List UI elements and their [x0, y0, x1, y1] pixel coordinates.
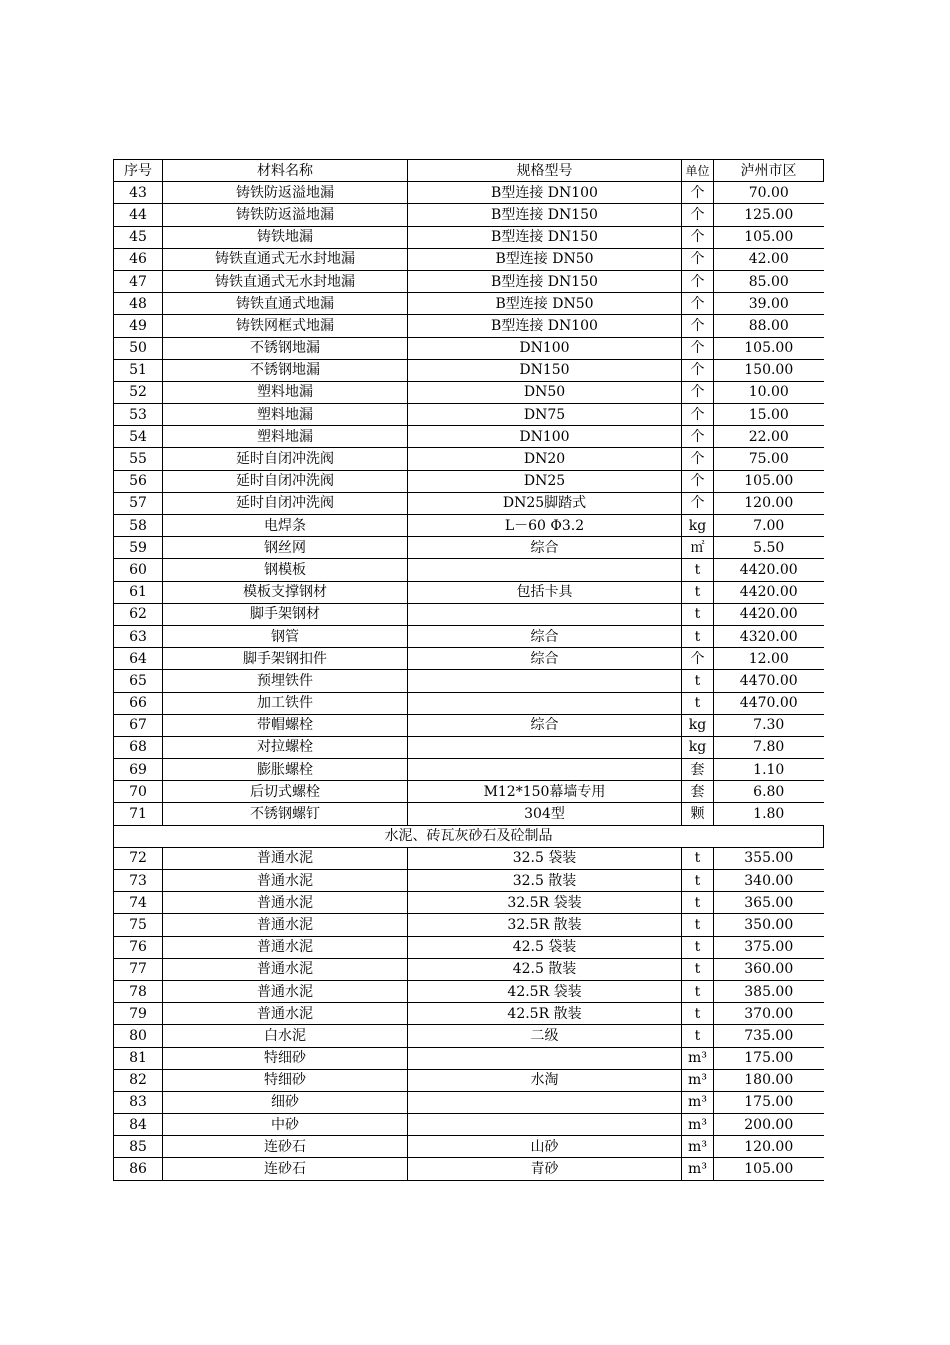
cell-unit: 个: [682, 448, 714, 470]
cell-name: 普通水泥: [163, 914, 408, 936]
cell-spec: 水淘: [408, 1069, 682, 1091]
table-row: [114, 1158, 824, 1180]
cell-unit: kg: [682, 515, 714, 537]
table-row: [114, 1114, 824, 1136]
header-unit: 单位: [682, 160, 714, 182]
table-row: [114, 714, 824, 736]
cell-name: 铸铁直通式无水封地漏: [163, 248, 408, 270]
cell-no: 80: [114, 1025, 163, 1047]
cell-price: 175.00: [714, 1047, 824, 1069]
table-row: [114, 603, 824, 625]
cell-no: 58: [114, 515, 163, 537]
table-body-b: [114, 847, 824, 1180]
cell-no: 44: [114, 204, 163, 226]
table-row: [114, 958, 824, 980]
cell-spec: 青砂: [408, 1158, 682, 1180]
cell-price: 735.00: [714, 1025, 824, 1047]
cell-unit: 个: [682, 648, 714, 670]
cell-no: 56: [114, 470, 163, 492]
cell-unit: t: [682, 1003, 714, 1025]
cell-price: 105.00: [714, 226, 824, 248]
cell-name: 普通水泥: [163, 958, 408, 980]
cell-spec: 综合: [408, 625, 682, 647]
cell-name: 模板支撑钢材: [163, 581, 408, 603]
cell-unit: t: [682, 870, 714, 892]
cell-unit: t: [682, 670, 714, 692]
cell-spec: 32.5 散装: [408, 870, 682, 892]
table-row: [114, 1091, 824, 1113]
cell-price: 4470.00: [714, 692, 824, 714]
cell-price: 7.30: [714, 714, 824, 736]
cell-name: 不锈钢地漏: [163, 337, 408, 359]
table-row: [114, 1069, 824, 1091]
cell-no: 65: [114, 670, 163, 692]
cell-spec: B型连接 DN50: [408, 248, 682, 270]
cell-no: 48: [114, 293, 163, 315]
cell-name: 铸铁防返溢地漏: [163, 182, 408, 204]
cell-no: 67: [114, 714, 163, 736]
cell-name: 延时自闭冲洗阀: [163, 470, 408, 492]
cell-unit: t: [682, 980, 714, 1002]
cell-price: 120.00: [714, 1136, 824, 1158]
cell-no: 70: [114, 781, 163, 803]
cell-unit: m³: [682, 1158, 714, 1180]
cell-no: 75: [114, 914, 163, 936]
cell-no: 47: [114, 270, 163, 292]
cell-no: 82: [114, 1069, 163, 1091]
cell-no: 86: [114, 1158, 163, 1180]
cell-name: 塑料地漏: [163, 404, 408, 426]
header-row: [114, 160, 824, 182]
table-row: [114, 1025, 824, 1047]
table-row: [114, 914, 824, 936]
header-price: 泸州市区: [714, 160, 824, 182]
cell-no: 68: [114, 736, 163, 758]
cell-unit: 个: [682, 337, 714, 359]
table-row: [114, 293, 824, 315]
cell-unit: ㎡: [682, 537, 714, 559]
cell-spec: 山砂: [408, 1136, 682, 1158]
cell-price: 22.00: [714, 426, 824, 448]
cell-spec: 32.5R 袋装: [408, 892, 682, 914]
cell-name: 不锈钢地漏: [163, 359, 408, 381]
cell-spec: DN150: [408, 359, 682, 381]
cell-spec: [408, 603, 682, 625]
table-row: [114, 537, 824, 559]
cell-price: 6.80: [714, 781, 824, 803]
cell-spec: DN50: [408, 381, 682, 403]
cell-name: 加工铁件: [163, 692, 408, 714]
cell-name: 普通水泥: [163, 980, 408, 1002]
cell-name: 细砂: [163, 1091, 408, 1113]
table-row: [114, 248, 824, 270]
cell-price: 7.80: [714, 736, 824, 758]
cell-price: 1.80: [714, 803, 824, 825]
cell-no: 78: [114, 980, 163, 1002]
cell-no: 77: [114, 958, 163, 980]
cell-spec: 42.5R 袋装: [408, 980, 682, 1002]
cell-unit: m³: [682, 1069, 714, 1091]
cell-spec: DN25: [408, 470, 682, 492]
table-row: [114, 892, 824, 914]
cell-no: 76: [114, 936, 163, 958]
cell-no: 55: [114, 448, 163, 470]
table-row: [114, 670, 824, 692]
cell-price: 375.00: [714, 936, 824, 958]
cell-name: 钢丝网: [163, 537, 408, 559]
table-row: [114, 359, 824, 381]
table-row: [114, 692, 824, 714]
cell-no: 54: [114, 426, 163, 448]
cell-name: 带帽螺栓: [163, 714, 408, 736]
cell-no: 85: [114, 1136, 163, 1158]
cell-spec: 304型: [408, 803, 682, 825]
cell-unit: 个: [682, 404, 714, 426]
cell-unit: 个: [682, 248, 714, 270]
cell-no: 81: [114, 1047, 163, 1069]
cell-name: 特细砂: [163, 1047, 408, 1069]
cell-price: 180.00: [714, 1069, 824, 1091]
section-title: 水泥、砖瓦灰砂石及砼制品: [114, 825, 824, 847]
cell-spec: [408, 759, 682, 781]
cell-no: 72: [114, 847, 163, 869]
section-row: [114, 825, 824, 847]
cell-price: 4420.00: [714, 603, 824, 625]
cell-unit: t: [682, 559, 714, 581]
cell-price: 5.50: [714, 537, 824, 559]
cell-spec: 综合: [408, 648, 682, 670]
price-table: [113, 159, 824, 1181]
table-row: [114, 803, 824, 825]
cell-spec: B型连接 DN100: [408, 315, 682, 337]
cell-spec: B型连接 DN150: [408, 270, 682, 292]
table-row: [114, 936, 824, 958]
cell-name: 不锈钢螺钉: [163, 803, 408, 825]
cell-no: 62: [114, 603, 163, 625]
cell-name: 脚手架钢扣件: [163, 648, 408, 670]
cell-no: 57: [114, 492, 163, 514]
cell-spec: 综合: [408, 537, 682, 559]
table-row: [114, 381, 824, 403]
table-row: [114, 448, 824, 470]
cell-price: 370.00: [714, 1003, 824, 1025]
cell-price: 88.00: [714, 315, 824, 337]
cell-name: 白水泥: [163, 1025, 408, 1047]
cell-name: 铸铁直通式地漏: [163, 293, 408, 315]
table-row: [114, 492, 824, 514]
cell-unit: 个: [682, 204, 714, 226]
cell-price: 350.00: [714, 914, 824, 936]
cell-spec: 32.5R 散装: [408, 914, 682, 936]
cell-no: 74: [114, 892, 163, 914]
cell-name: 特细砂: [163, 1069, 408, 1091]
cell-spec: 综合: [408, 714, 682, 736]
cell-no: 64: [114, 648, 163, 670]
cell-price: 105.00: [714, 337, 824, 359]
table-row: [114, 781, 824, 803]
cell-price: 125.00: [714, 204, 824, 226]
cell-price: 105.00: [714, 470, 824, 492]
cell-price: 7.00: [714, 515, 824, 537]
table-row: [114, 1047, 824, 1069]
table-row: [114, 759, 824, 781]
cell-unit: 个: [682, 426, 714, 448]
cell-name: 铸铁直通式无水封地漏: [163, 270, 408, 292]
table-row: [114, 426, 824, 448]
cell-spec: 42.5 散装: [408, 958, 682, 980]
cell-unit: kg: [682, 736, 714, 758]
cell-spec: 42.5R 散装: [408, 1003, 682, 1025]
cell-name: 塑料地漏: [163, 381, 408, 403]
table-row: [114, 870, 824, 892]
cell-unit: 个: [682, 182, 714, 204]
cell-spec: DN100: [408, 426, 682, 448]
cell-spec: [408, 1114, 682, 1136]
header-no: 序号: [114, 160, 163, 182]
cell-name: 塑料地漏: [163, 426, 408, 448]
cell-unit: m³: [682, 1047, 714, 1069]
section-body: [114, 825, 824, 847]
cell-name: 普通水泥: [163, 870, 408, 892]
cell-no: 63: [114, 625, 163, 647]
cell-spec: 32.5 袋装: [408, 847, 682, 869]
cell-no: 84: [114, 1114, 163, 1136]
table-row: [114, 470, 824, 492]
cell-spec: B型连接 DN50: [408, 293, 682, 315]
cell-unit: 个: [682, 381, 714, 403]
cell-unit: m³: [682, 1091, 714, 1113]
cell-price: 70.00: [714, 182, 824, 204]
cell-no: 71: [114, 803, 163, 825]
cell-price: 1.10: [714, 759, 824, 781]
cell-price: 75.00: [714, 448, 824, 470]
cell-no: 79: [114, 1003, 163, 1025]
cell-name: 电焊条: [163, 515, 408, 537]
cell-no: 50: [114, 337, 163, 359]
table-row: [114, 515, 824, 537]
table-row: [114, 226, 824, 248]
cell-spec: [408, 1091, 682, 1113]
cell-unit: t: [682, 1025, 714, 1047]
cell-name: 普通水泥: [163, 936, 408, 958]
cell-name: 脚手架钢材: [163, 603, 408, 625]
cell-name: 连砂石: [163, 1158, 408, 1180]
cell-name: 延时自闭冲洗阀: [163, 448, 408, 470]
cell-price: 365.00: [714, 892, 824, 914]
table-row: [114, 980, 824, 1002]
cell-spec: B型连接 DN150: [408, 204, 682, 226]
cell-unit: 个: [682, 315, 714, 337]
cell-no: 45: [114, 226, 163, 248]
cell-spec: B型连接 DN100: [408, 182, 682, 204]
cell-no: 73: [114, 870, 163, 892]
table-row: [114, 270, 824, 292]
cell-price: 12.00: [714, 648, 824, 670]
cell-name: 铸铁网框式地漏: [163, 315, 408, 337]
cell-no: 53: [114, 404, 163, 426]
cell-spec: M12*150幕墙专用: [408, 781, 682, 803]
cell-spec: 42.5 袋装: [408, 936, 682, 958]
cell-unit: 个: [682, 293, 714, 315]
table-row: [114, 847, 824, 869]
cell-no: 66: [114, 692, 163, 714]
table-row: [114, 736, 824, 758]
cell-unit: t: [682, 914, 714, 936]
header-name: 材料名称: [163, 160, 408, 182]
cell-price: 120.00: [714, 492, 824, 514]
table-body-a: [114, 182, 824, 825]
cell-spec: 包括卡具: [408, 581, 682, 603]
cell-price: 39.00: [714, 293, 824, 315]
cell-no: 46: [114, 248, 163, 270]
cell-spec: [408, 1047, 682, 1069]
cell-unit: t: [682, 603, 714, 625]
cell-name: 普通水泥: [163, 847, 408, 869]
cell-price: 340.00: [714, 870, 824, 892]
cell-price: 15.00: [714, 404, 824, 426]
cell-unit: 个: [682, 492, 714, 514]
cell-unit: 个: [682, 470, 714, 492]
cell-spec: [408, 670, 682, 692]
cell-name: 连砂石: [163, 1136, 408, 1158]
cell-no: 83: [114, 1091, 163, 1113]
cell-price: 4320.00: [714, 625, 824, 647]
cell-spec: DN75: [408, 404, 682, 426]
cell-spec: L－60 Φ3.2: [408, 515, 682, 537]
table-row: [114, 204, 824, 226]
cell-no: 69: [114, 759, 163, 781]
cell-no: 49: [114, 315, 163, 337]
table-row: [114, 581, 824, 603]
cell-unit: t: [682, 847, 714, 869]
cell-spec: B型连接 DN150: [408, 226, 682, 248]
cell-spec: [408, 736, 682, 758]
cell-price: 360.00: [714, 958, 824, 980]
cell-unit: 个: [682, 359, 714, 381]
cell-price: 4420.00: [714, 581, 824, 603]
cell-no: 59: [114, 537, 163, 559]
cell-price: 4420.00: [714, 559, 824, 581]
table-row: [114, 182, 824, 204]
cell-name: 普通水泥: [163, 892, 408, 914]
cell-no: 52: [114, 381, 163, 403]
cell-no: 43: [114, 182, 163, 204]
cell-spec: DN25脚踏式: [408, 492, 682, 514]
cell-no: 60: [114, 559, 163, 581]
table-row: [114, 648, 824, 670]
cell-spec: DN20: [408, 448, 682, 470]
cell-price: 85.00: [714, 270, 824, 292]
cell-price: 10.00: [714, 381, 824, 403]
cell-unit: kg: [682, 714, 714, 736]
cell-spec: DN100: [408, 337, 682, 359]
cell-name: 延时自闭冲洗阀: [163, 492, 408, 514]
cell-name: 钢管: [163, 625, 408, 647]
cell-name: 对拉螺栓: [163, 736, 408, 758]
cell-unit: t: [682, 692, 714, 714]
cell-no: 61: [114, 581, 163, 603]
cell-name: 铸铁防返溢地漏: [163, 204, 408, 226]
cell-unit: 套: [682, 759, 714, 781]
cell-price: 4470.00: [714, 670, 824, 692]
cell-unit: 个: [682, 270, 714, 292]
cell-no: 51: [114, 359, 163, 381]
cell-name: 普通水泥: [163, 1003, 408, 1025]
cell-unit: t: [682, 892, 714, 914]
cell-spec: [408, 559, 682, 581]
cell-unit: 个: [682, 226, 714, 248]
cell-unit: m³: [682, 1114, 714, 1136]
cell-price: 355.00: [714, 847, 824, 869]
cell-name: 膨胀螺栓: [163, 759, 408, 781]
table-row: [114, 625, 824, 647]
cell-spec: [408, 692, 682, 714]
table-row: [114, 1003, 824, 1025]
cell-price: 105.00: [714, 1158, 824, 1180]
cell-name: 预埋铁件: [163, 670, 408, 692]
table-row: [114, 337, 824, 359]
cell-name: 后切式螺栓: [163, 781, 408, 803]
cell-name: 铸铁地漏: [163, 226, 408, 248]
cell-unit: m³: [682, 1136, 714, 1158]
cell-unit: 套: [682, 781, 714, 803]
header-spec: 规格型号: [408, 160, 682, 182]
cell-spec: 二级: [408, 1025, 682, 1047]
cell-price: 150.00: [714, 359, 824, 381]
table-row: [114, 315, 824, 337]
table-row: [114, 404, 824, 426]
cell-unit: t: [682, 581, 714, 603]
cell-unit: 颗: [682, 803, 714, 825]
table-row: [114, 559, 824, 581]
cell-name: 钢模板: [163, 559, 408, 581]
cell-price: 175.00: [714, 1091, 824, 1113]
cell-price: 385.00: [714, 980, 824, 1002]
cell-unit: t: [682, 936, 714, 958]
cell-price: 42.00: [714, 248, 824, 270]
cell-unit: t: [682, 625, 714, 647]
table-row: [114, 1136, 824, 1158]
cell-unit: t: [682, 958, 714, 980]
cell-price: 200.00: [714, 1114, 824, 1136]
cell-name: 中砂: [163, 1114, 408, 1136]
